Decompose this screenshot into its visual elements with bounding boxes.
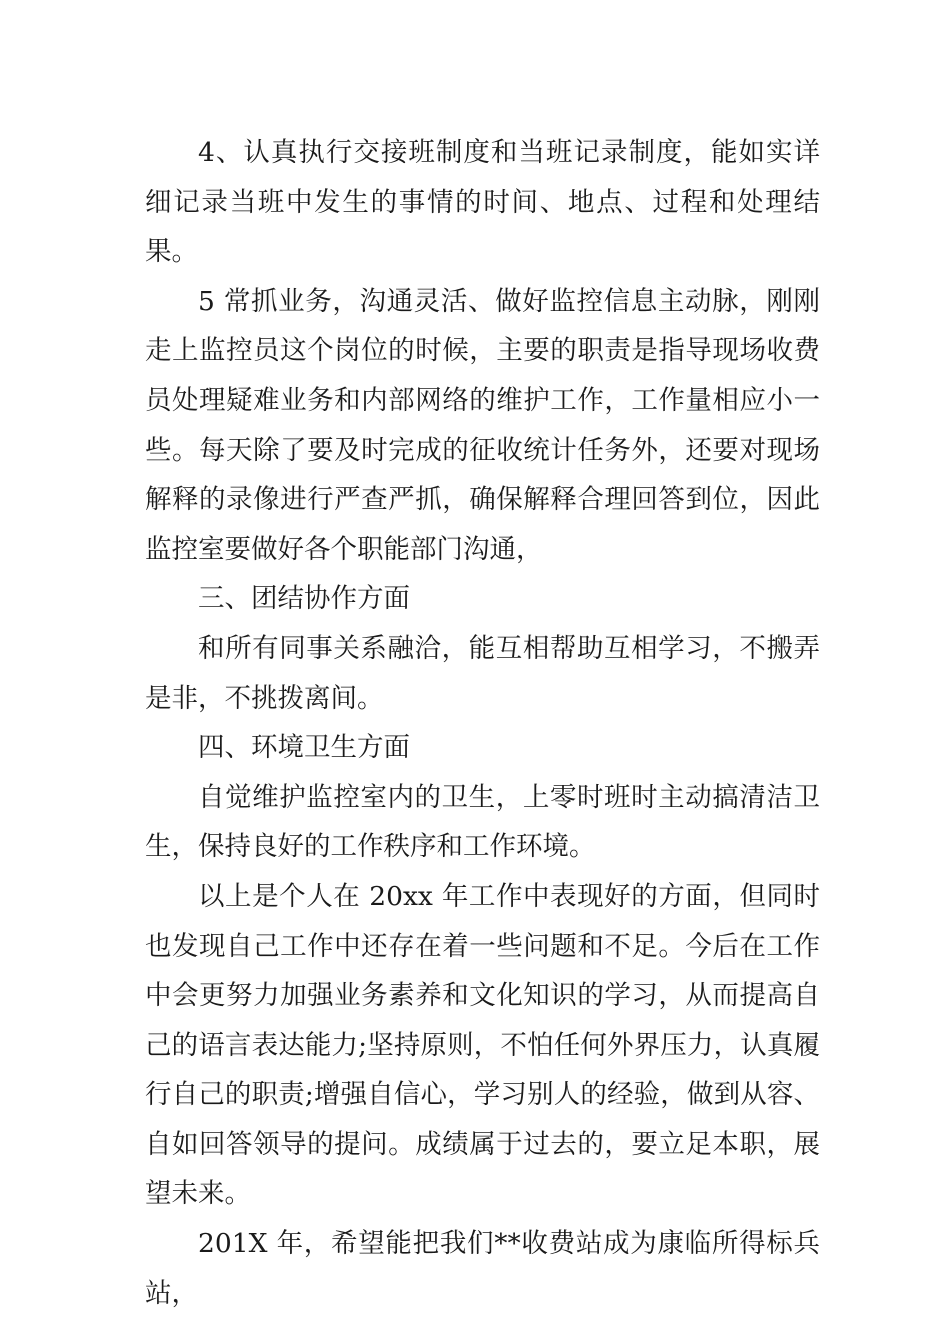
paragraph-business-communication: 5 常抓业务，沟通灵活、做好监控信息主动脉，刚刚走上监控员这个岗位的时候，主要的职责是指导现场收费员处理疑难业务和内部网络的维护工作，工作量相应小一些。每天除了要及时完成的征收统计任务外，还要对现场解释的录像进行严查严抓，确保解释合理回答到位，因此监控室要做好各个职能部门沟通， — [145, 285, 820, 565]
document-body — [145, 128, 820, 1318]
paragraph-summary: 以上是个人在 20xx 年工作中表现好的方面，但同时也发现自己工作中还存在着一些问题和不足。今后在工作中会更努力加强业务素养和文化知识的学习，从而提高自己的语言表达能力;坚持原则，不怕任何外界压力，认真履行自己的职责;增强自信心，学习别人的经验，做到从容、自如回答领导的提问。成绩属于过去的，要立足本职，展望未来。 — [145, 880, 820, 1210]
heading-environment-hygiene: 四、环境卫生方面 — [198, 732, 410, 764]
paragraph-teamwork: 和所有同事关系融洽，能互相帮助互相学习，不搬弄是非，不挑拨离间。 — [145, 632, 820, 714]
paragraph-environment-hygiene: 自觉维护监控室内的卫生，上零时班时主动搞清洁卫生，保持良好的工作秩序和工作环境。 — [145, 781, 820, 863]
paragraph-shift-handover: 4、认真执行交接班制度和当班记录制度，能如实详细记录当班中发生的事情的时间、地点、过程和处理结果。 — [145, 137, 820, 268]
paragraph-outlook: 201X 年，希望能把我们**收费站成为康临所得标兵站， — [145, 1228, 820, 1309]
heading-teamwork: 三、团结协作方面 — [198, 583, 410, 615]
